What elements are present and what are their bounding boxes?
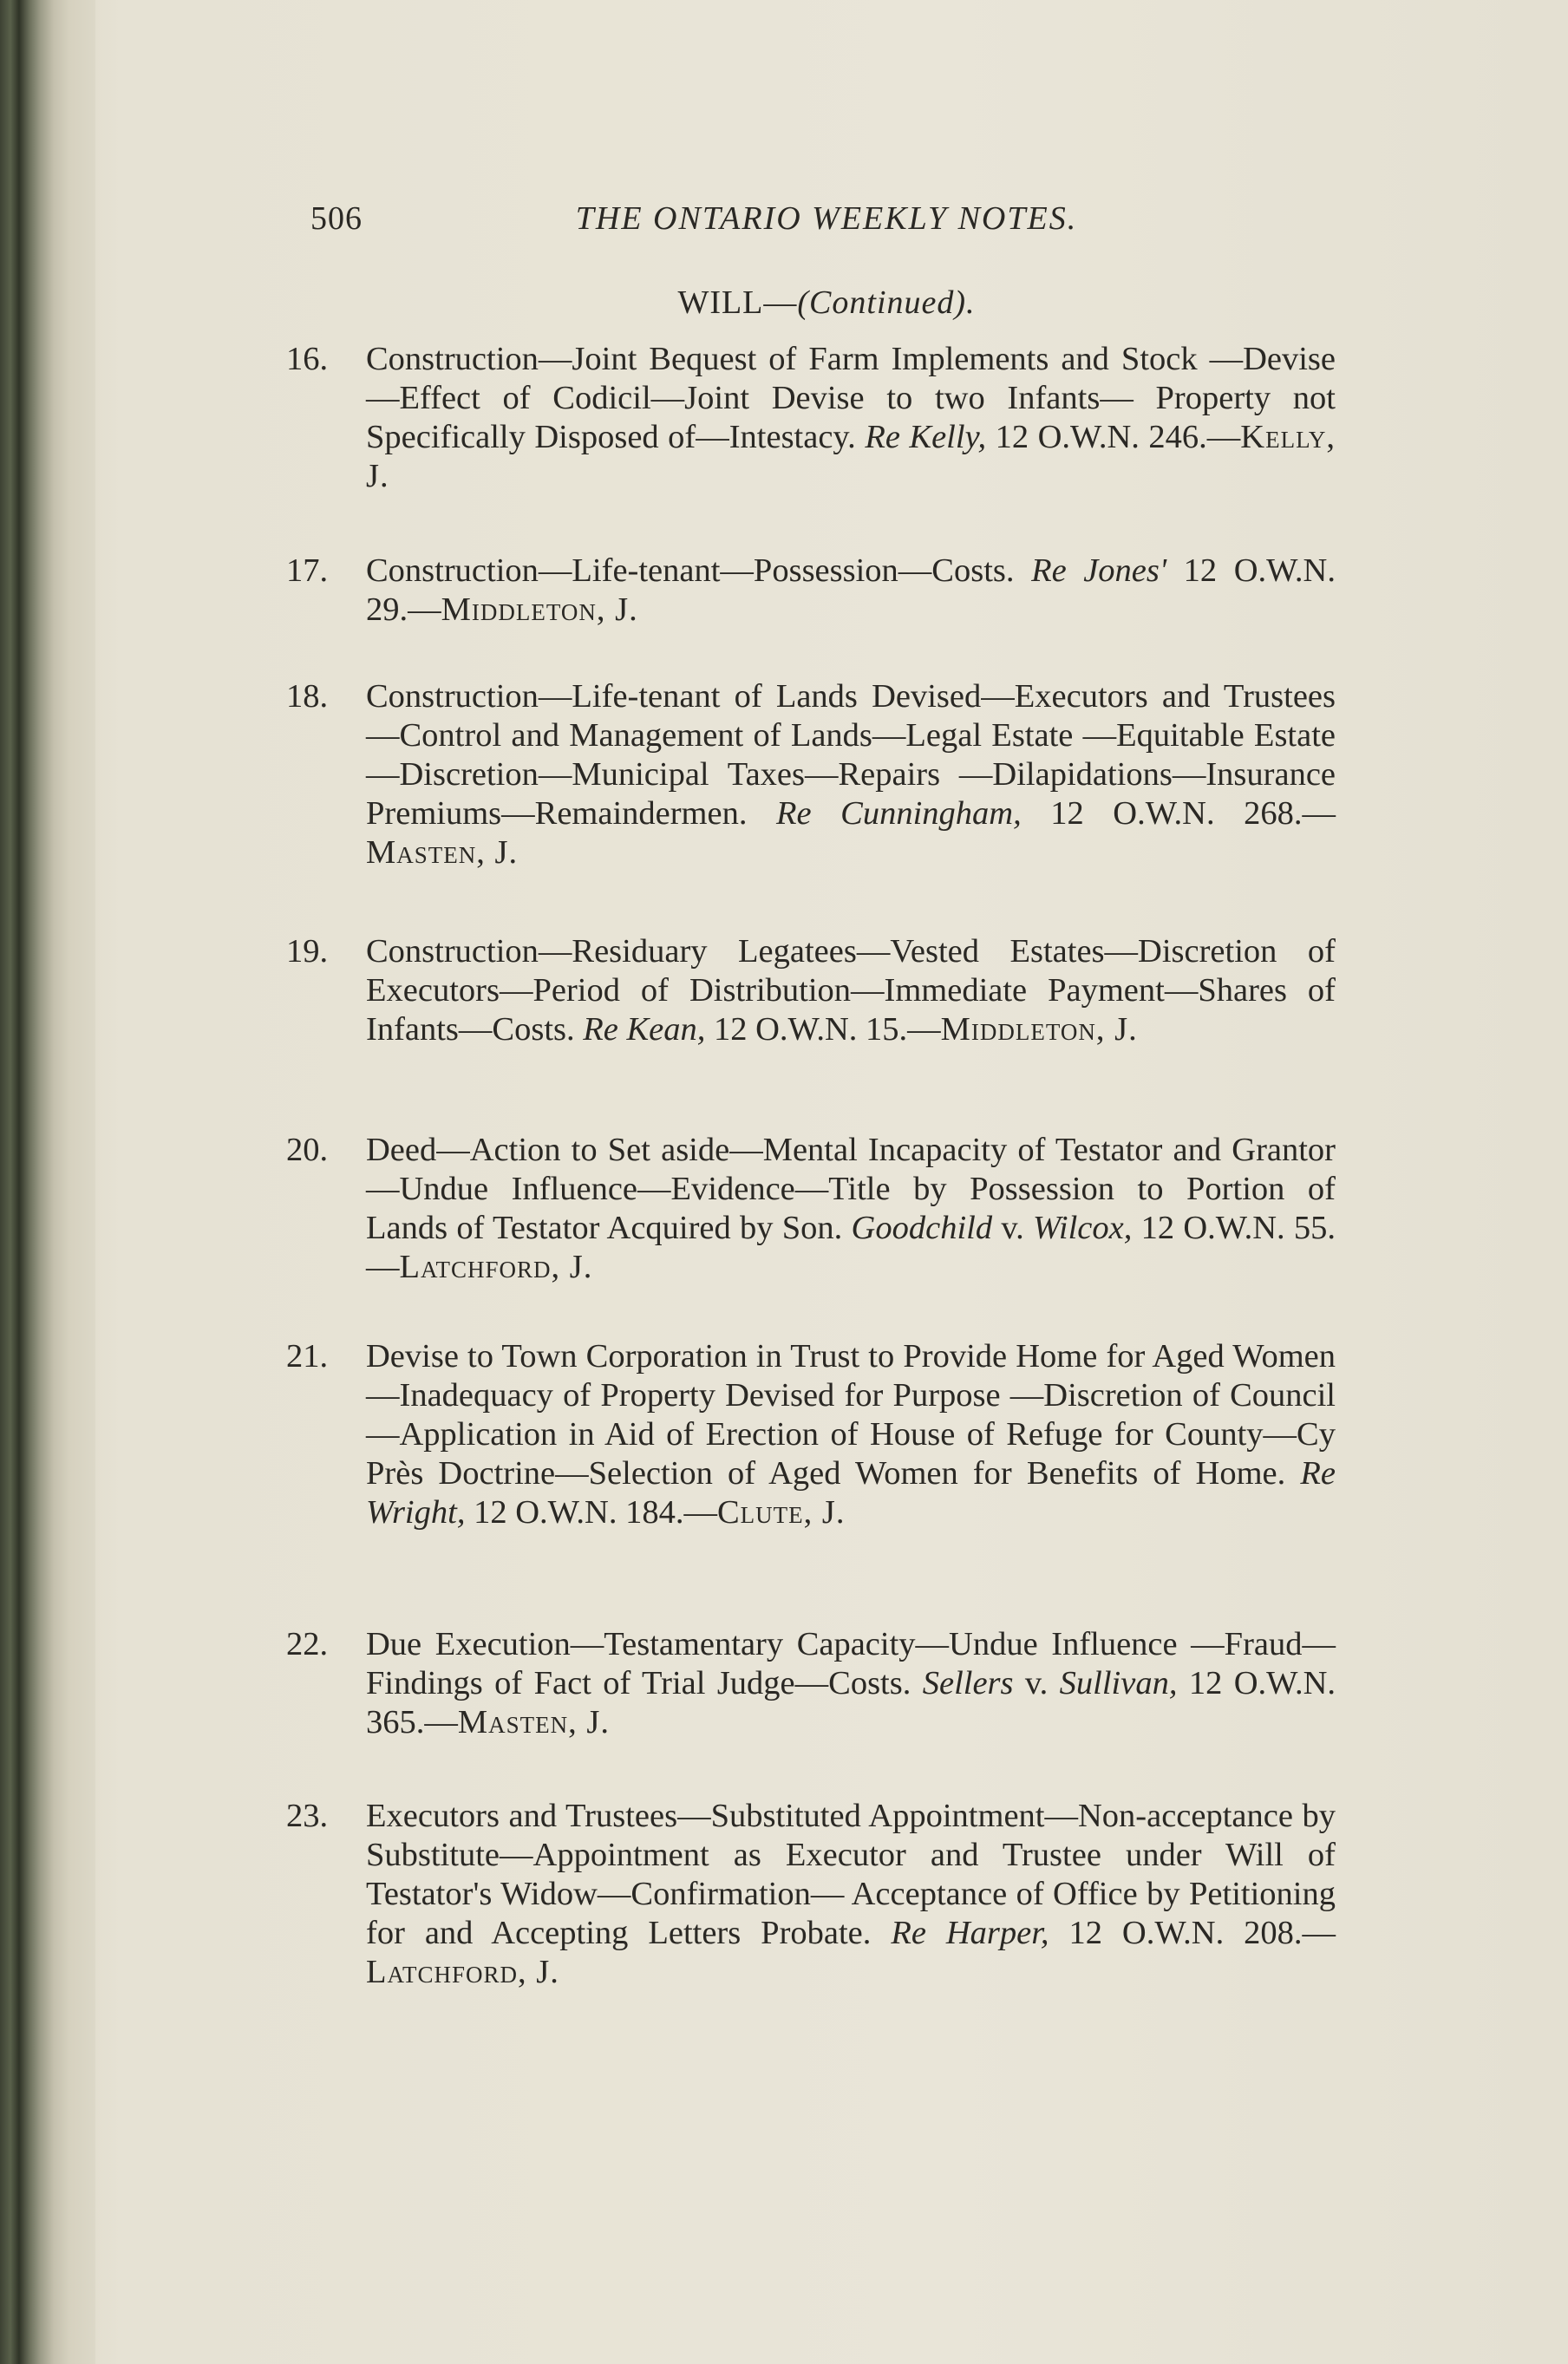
- case-name: Goodchild: [851, 1210, 993, 1246]
- judge-name: Clute, J.: [717, 1494, 846, 1531]
- entry-headnote: Deed—Action to Set aside—Mental Incapacity of Testator and Grantor—Undue Influence—Evidence—Title by Possession to Portion of Lands of Testator Acquired by Son.: [366, 1132, 1336, 1246]
- case-name: Re Cunningham,: [776, 795, 1022, 832]
- citation: 12 O.W.N. 208.—: [1049, 1915, 1336, 1951]
- citation: 12 O.W.N. 29.—: [366, 552, 1336, 628]
- entry-number: 16.: [286, 341, 329, 377]
- entry-body: [366, 1625, 1336, 1742]
- entry-body: [366, 340, 1336, 496]
- entry-body: [366, 932, 1336, 1049]
- entry-body: [366, 1797, 1336, 1992]
- case-name-second: Sullivan,: [1059, 1665, 1178, 1701]
- page-number: 506: [310, 200, 363, 237]
- entry-22: [286, 1625, 1336, 1742]
- entry-23: [286, 1797, 1336, 1992]
- running-title: THE ONTARIO WEEKLY NOTES.: [575, 200, 1078, 237]
- case-versus: v.: [992, 1210, 1033, 1246]
- entry-body: [366, 1131, 1336, 1287]
- entry-body: [366, 1337, 1336, 1532]
- judge-name: Latchford, J.: [366, 1954, 559, 1990]
- case-name: Re Wright,: [366, 1455, 1336, 1531]
- entry-number: 21.: [286, 1338, 329, 1375]
- entry-headnote: Construction—Joint Bequest of Farm Implements and Stock —Devise—Effect of Codicil—Joint Devise to two Infants— Property not Specifically Disposed of—Intestacy.: [366, 341, 1336, 455]
- entry-number: 23.: [286, 1798, 329, 1834]
- section-continued: (Continued).: [797, 284, 976, 321]
- entry-body: [366, 677, 1336, 872]
- entry-number: 18.: [286, 678, 329, 715]
- book-binding-edge: [0, 0, 95, 2364]
- case-name: Re Kelly,: [865, 419, 987, 455]
- citation: 12 O.W.N. 55.—: [366, 1210, 1336, 1285]
- case-name: Re Harper,: [891, 1915, 1049, 1951]
- entry-19: [286, 932, 1336, 1049]
- entry-number: 17.: [286, 552, 329, 589]
- entry-16: [286, 340, 1336, 496]
- citation: 12 O.W.N. 184.—: [465, 1494, 717, 1531]
- judge-name: Middleton, J.: [940, 1011, 1138, 1048]
- section-title-text: WILL—: [677, 284, 798, 321]
- case-name: Sellers: [922, 1665, 1014, 1701]
- entry-headnote: Devise to Town Corporation in Trust to Provide Home for Aged Women—Inadequacy of Property Devised for Purpose —Discretion of Council—Application in Aid of Erection of House of Refuge for County—Cy Près Doctrine—Selection of Aged Women for Benefits of Home.: [366, 1338, 1336, 1492]
- judge-name: Middleton, J.: [441, 591, 638, 628]
- judge-name: Latchford, J.: [399, 1249, 593, 1285]
- section-title: [310, 284, 1343, 322]
- entry-18: [286, 677, 1336, 872]
- entry-number: 22.: [286, 1626, 329, 1662]
- entry-20: [286, 1131, 1336, 1287]
- entry-headnote: Construction—Residuary Legatees—Vested Estates—Discretion of Executors—Period of Distribution—Immediate Payment—Shares of Infants—Costs.: [366, 933, 1336, 1048]
- case-name-second: Wilcox,: [1032, 1210, 1133, 1246]
- entry-number: 19.: [286, 933, 329, 970]
- page-header: [310, 199, 1343, 251]
- case-name: Re Jones': [1031, 552, 1167, 589]
- entry-21: [286, 1337, 1336, 1532]
- judge-name: Masten, J.: [366, 834, 519, 871]
- entry-body: [366, 552, 1336, 630]
- citation: 12 O.W.N. 246.—: [986, 419, 1241, 455]
- case-name: Re Kean,: [583, 1011, 706, 1048]
- citation: 12 O.W.N. 15.—: [705, 1011, 941, 1048]
- entry-headnote: Due Execution—Testamentary Capacity—Undue Influence —Fraud—Findings of Fact of Trial Judge—Costs.: [366, 1626, 1336, 1701]
- citation: 12 O.W.N. 365.—: [366, 1665, 1336, 1740]
- entry-number: 20.: [286, 1132, 329, 1168]
- entry-headnote: Executors and Trustees—Substituted Appointment—Non-acceptance by Substitute—Appointment as Executor and Trustee under Will of Testator's Widow—Confirmation— Acceptance of Office by Petitioning for and Accepting Letters Probate.: [366, 1798, 1336, 1951]
- entry-headnote: Construction—Life-tenant—Possession—Costs.: [366, 552, 1032, 589]
- judge-name: Kelly, J.: [366, 419, 1336, 494]
- judge-name: Masten, J.: [457, 1704, 610, 1740]
- case-versus: v.: [1013, 1665, 1060, 1701]
- entry-headnote: Construction—Life-tenant of Lands Devised—Executors and Trustees—Control and Management of Lands—Legal Estate —Equitable Estate—Discretion—Municipal Taxes—Repairs —Dilapidations—Insurance Premiums—Remaindermen.: [366, 678, 1336, 832]
- citation: 12 O.W.N. 268.—: [1021, 795, 1336, 832]
- entry-17: [286, 552, 1336, 630]
